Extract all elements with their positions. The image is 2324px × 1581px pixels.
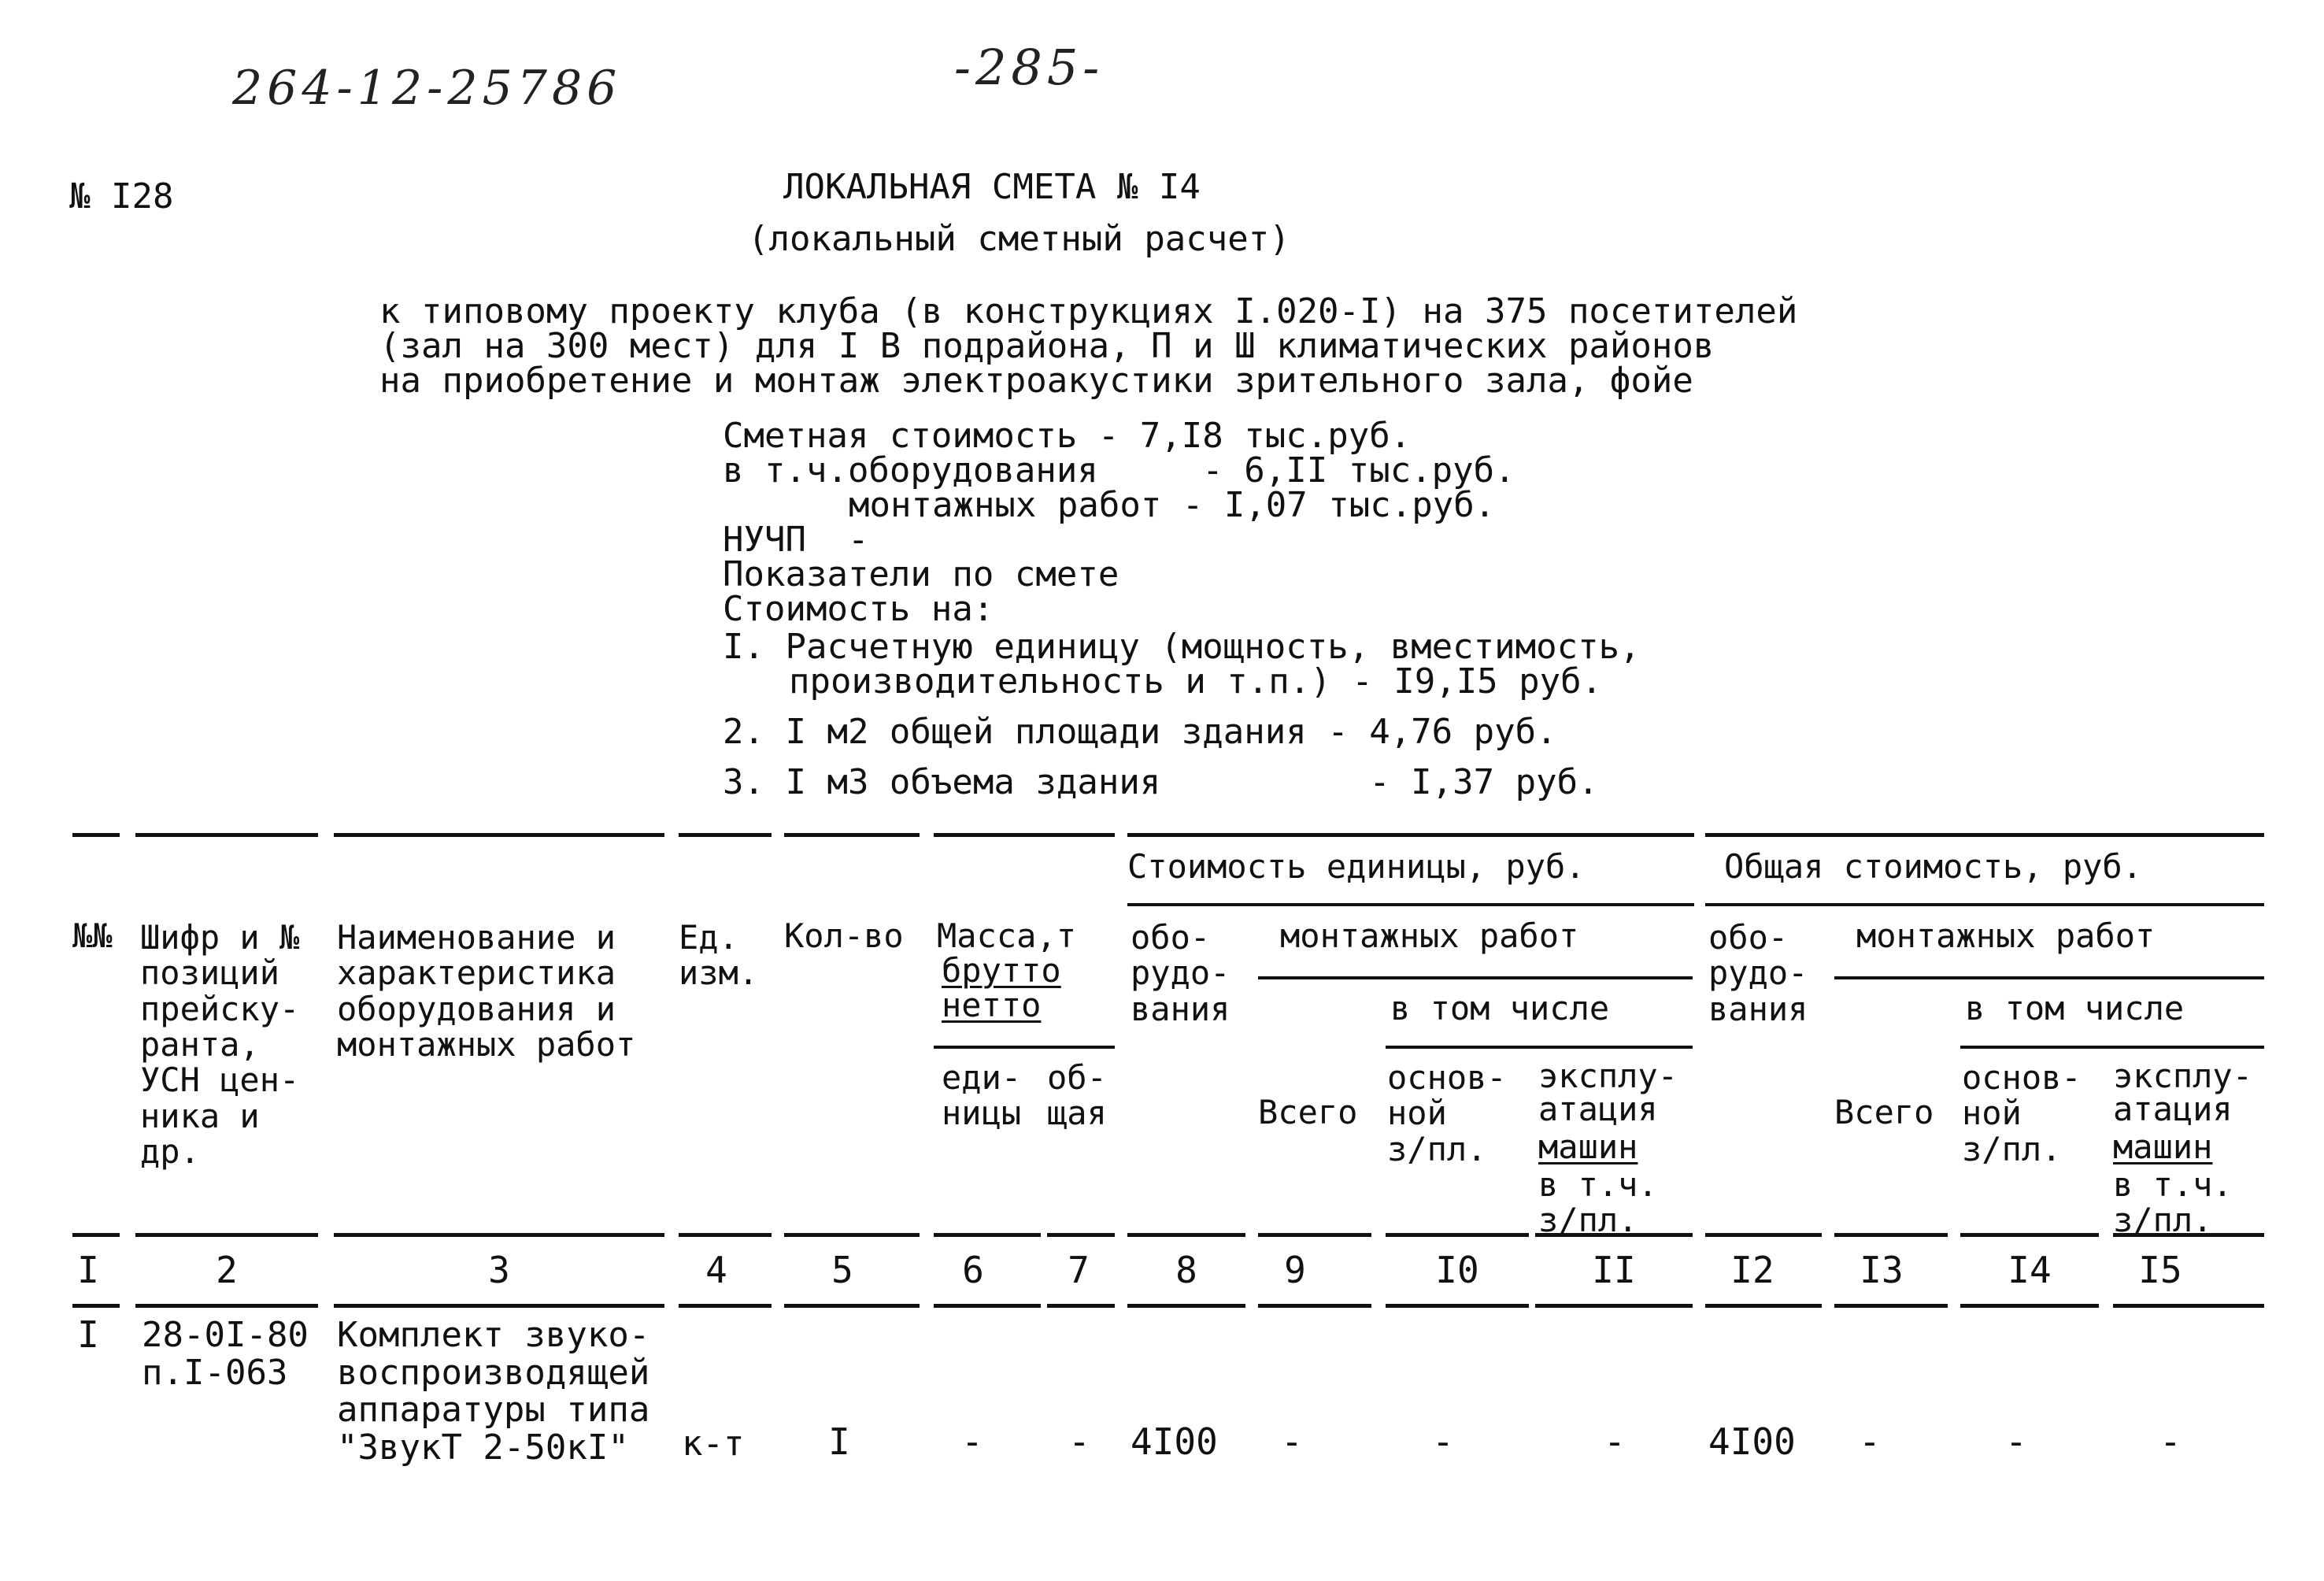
column-number: I4 — [2008, 1249, 2052, 1291]
column-number: I0 — [1435, 1249, 1479, 1291]
column-number: 9 — [1284, 1249, 1306, 1291]
col-header-unit: Ед. изм. — [679, 918, 759, 993]
column-number: 8 — [1175, 1249, 1197, 1291]
row-name: Комплект звуко- воспроизводящей аппаратуры типа "ЗвукТ 2-50кI" — [337, 1315, 650, 1468]
col-header-total-incl: в том числе — [1965, 989, 2185, 1027]
col-header-total-installation: монтажных работ — [1856, 916, 2156, 955]
column-number: I — [77, 1249, 99, 1291]
col-header-qty: Кол-во — [784, 916, 904, 955]
col-header-total-machines: эксплу- атация — [2113, 1057, 2253, 1128]
page-number: -285- — [954, 39, 1105, 96]
col-header-unit-total: Всего — [1258, 1093, 1358, 1131]
row-number: I — [77, 1313, 99, 1356]
equipment-cost: в т.ч.оборудования - 6,II тыс.руб. — [723, 450, 1515, 491]
row-qty: I — [828, 1420, 850, 1463]
col-header-name: Наименование и характеристика оборудования и монтажных работ — [337, 918, 636, 1064]
column-number: I2 — [1730, 1249, 1774, 1291]
description-line: на приобретение и монтаж электроакустики зрительного зала, фойе — [379, 361, 1693, 401]
column-number: 5 — [831, 1249, 853, 1291]
estimated-cost: Сметная стоимость - 7,I8 тыс.руб. — [723, 416, 1412, 456]
row-unit-machines: - — [1604, 1420, 1626, 1463]
row-unit: к-т — [682, 1424, 745, 1464]
col-header-unit-machines: эксплу- атация — [1538, 1057, 1678, 1128]
unit-cost-group-header: Стоимость единицы, руб. — [1127, 847, 1586, 886]
total-cost-group-header: Общая стоимость, руб. — [1724, 847, 2143, 886]
description-line: к типовому проекту клуба (в конструкциях I.020-I) на 375 посетителей — [379, 291, 1798, 331]
column-number: I5 — [2138, 1249, 2182, 1291]
col-header-total-machines-wage: в т.ч. з/пл. — [2113, 1165, 2233, 1240]
column-number: 6 — [962, 1249, 984, 1291]
row-total-base-wage: - — [2005, 1420, 2027, 1463]
indicator-item: 3. I м3 объема здания - I,37 руб. — [723, 762, 1599, 802]
row-unit-base-wage: - — [1432, 1420, 1454, 1463]
col-header-total-machines-label: машин — [2113, 1127, 2213, 1166]
col-header-unit-incl: в том числе — [1390, 989, 1610, 1027]
row-total-machines: - — [2159, 1420, 2182, 1463]
column-number: 4 — [705, 1249, 727, 1291]
col-header-total-equipment: обо- рудо- вания — [1708, 918, 1808, 1028]
col-header-total-base-wage: основ- ной з/пл. — [1962, 1058, 2082, 1168]
row-total-equipment: 4I00 — [1708, 1420, 1796, 1463]
indicator-item: производительность и т.п.) - I9,I5 руб. — [789, 661, 1603, 702]
page-subtitle: (локальный сметный расчет) — [748, 219, 1290, 259]
col-header-mass-total: об- щая — [1047, 1058, 1107, 1133]
nuchp-line: НУЧП - — [723, 520, 869, 560]
row-unit-equipment: 4I00 — [1131, 1420, 1218, 1463]
cost-for-heading: Стоимость на: — [723, 589, 994, 629]
indicator-item: 2. I м2 общей площади здания - 4,76 руб. — [723, 712, 1557, 752]
row-cipher: 28-0I-80 п.I-063 — [142, 1315, 309, 1393]
column-number: 2 — [216, 1249, 238, 1291]
col-header-mass-net: нетто — [942, 986, 1042, 1024]
col-header-num: №№ — [72, 916, 113, 955]
row-mass-total: - — [1068, 1420, 1090, 1463]
indicator-item: I. Расчетную единицу (мощность, вместимость, — [723, 627, 1641, 667]
column-number: 7 — [1068, 1249, 1090, 1291]
row-mass-unit: - — [961, 1420, 983, 1463]
col-header-unit-installation: монтажных работ — [1280, 916, 1579, 955]
col-header-mass-unit: еди- ницы — [942, 1058, 1022, 1133]
column-number: I3 — [1860, 1249, 1904, 1291]
column-number: 3 — [488, 1249, 510, 1291]
col-header-mass-gross: брутто — [942, 951, 1061, 990]
col-header-unit-base-wage: основ- ной з/пл. — [1387, 1058, 1507, 1168]
col-header-unit-machines-wage: в т.ч. з/пл. — [1538, 1165, 1658, 1240]
col-header-unit-machines-label: машин — [1538, 1127, 1638, 1166]
row-unit-install-total: - — [1281, 1420, 1303, 1463]
column-number: II — [1592, 1249, 1636, 1291]
handwritten-code: 264-12-25786 — [232, 61, 622, 116]
doc-number: № I28 — [69, 176, 174, 217]
installation-cost: монтажных работ - I,07 тыс.руб. — [849, 485, 1496, 525]
indicators-heading: Показатели по смете — [723, 554, 1119, 594]
col-header-unit-equipment: обо- рудо- вания — [1131, 918, 1230, 1028]
col-header-cipher: Шифр и № позиций прейску- ранта, УСН цен- ника и др. — [140, 918, 300, 1172]
description-line: (зал на 300 мест) для I В подрайона, П и Ш климатических районов — [379, 326, 1715, 366]
page-title: ЛОКАЛЬНАЯ СМЕТА № I4 — [783, 167, 1201, 207]
col-header-total-total: Всего — [1834, 1093, 1934, 1131]
row-total-install-total: - — [1859, 1420, 1881, 1463]
col-header-mass: Масса,т — [937, 916, 1077, 955]
